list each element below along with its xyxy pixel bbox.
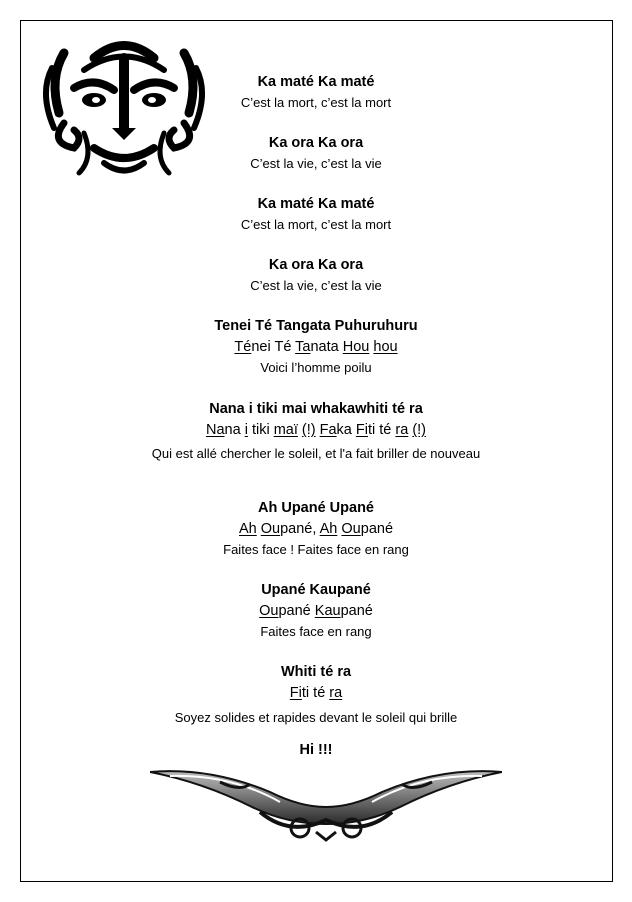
- stressed-syllable: maï: [273, 422, 298, 438]
- stressed-syllable: Ah: [319, 521, 338, 537]
- verse-6-pronunciation: [0, 422, 632, 438]
- verse-7-pronunciation: [0, 521, 632, 537]
- verse-8-maori: Upané Kaupané: [261, 582, 371, 598]
- verse-7-maori: Ah Upané Upané: [257, 500, 374, 516]
- closing-shout: Hi !!!: [299, 742, 333, 758]
- verse-3-translation: C’est la mort, c’est la mort: [240, 217, 392, 232]
- stressed-syllable: Ou: [259, 603, 279, 619]
- verse-6-maori: Nana i tiki mai whakawhiti té ra: [209, 401, 423, 417]
- syllable-text: tiki: [247, 422, 274, 438]
- verse-3-maori: Ka maté Ka maté: [257, 196, 375, 212]
- verse-4-translation: C’est la vie, c’est la vie: [250, 278, 382, 293]
- stressed-syllable: Ou: [260, 521, 281, 537]
- syllable-text: na: [224, 422, 245, 438]
- stressed-syllable: Ou: [341, 521, 361, 537]
- syllable-text: pané: [278, 603, 315, 619]
- verse-6-translation: Qui est allé chercher le soleil, et l'a fait briller de nouveau: [151, 446, 481, 461]
- verse-1-maori: Ka maté Ka maté: [257, 74, 375, 90]
- verse-7-translation: Faites face ! Faites face en rang: [223, 542, 409, 557]
- verse-2-translation: C’est la vie, c’est la vie: [250, 156, 382, 171]
- stressed-syllable: ra: [395, 422, 409, 438]
- syllable-text: ka: [336, 422, 356, 438]
- syllable-text: nata: [310, 339, 343, 355]
- verse-5-pronunciation: [0, 339, 632, 355]
- syllable-text: nei Té: [251, 339, 296, 355]
- stressed-syllable: Na: [205, 422, 225, 438]
- stressed-syllable: Kau: [314, 603, 341, 619]
- stressed-syllable: ra: [329, 685, 343, 701]
- stressed-syllable: Té: [234, 339, 252, 355]
- syllable-text: ti té: [301, 685, 330, 701]
- syllable-text: pané: [360, 521, 394, 537]
- stressed-syllable: (!): [301, 422, 316, 438]
- verse-9-pronunciation: [0, 685, 632, 701]
- stressed-syllable: Ah: [238, 521, 257, 537]
- syllable-text: ti té: [367, 422, 396, 438]
- stressed-syllable: Hou: [342, 339, 370, 355]
- syllable-text: pané: [340, 603, 373, 619]
- stressed-syllable: Fi: [355, 422, 368, 438]
- verse-5-translation: Voici l’homme poilu: [260, 360, 372, 375]
- verse-2-maori: Ka ora Ka ora: [268, 135, 364, 151]
- verse-9-maori: Whiti té ra: [280, 664, 352, 680]
- verse-1-translation: C’est la mort, c’est la mort: [240, 95, 392, 110]
- verse-4-maori: Ka ora Ka ora: [268, 257, 364, 273]
- verse-5-maori: Tenei Té Tangata Puhuruhuru: [214, 318, 418, 334]
- tribal-ornament-icon: [150, 762, 502, 842]
- syllable-text: pané,: [280, 521, 320, 537]
- stressed-syllable: Ta: [295, 339, 311, 355]
- verse-8-pronunciation: [0, 603, 632, 619]
- stressed-syllable: i: [244, 422, 248, 438]
- stressed-syllable: Fa: [319, 422, 337, 438]
- stressed-syllable: hou: [373, 339, 398, 355]
- verse-9-translation: Soyez solides et rapides devant le soleil qui brille: [174, 710, 458, 725]
- verse-8-translation: Faites face en rang: [260, 624, 372, 639]
- stressed-syllable: Fi: [289, 685, 302, 701]
- stressed-syllable: (!): [412, 422, 427, 438]
